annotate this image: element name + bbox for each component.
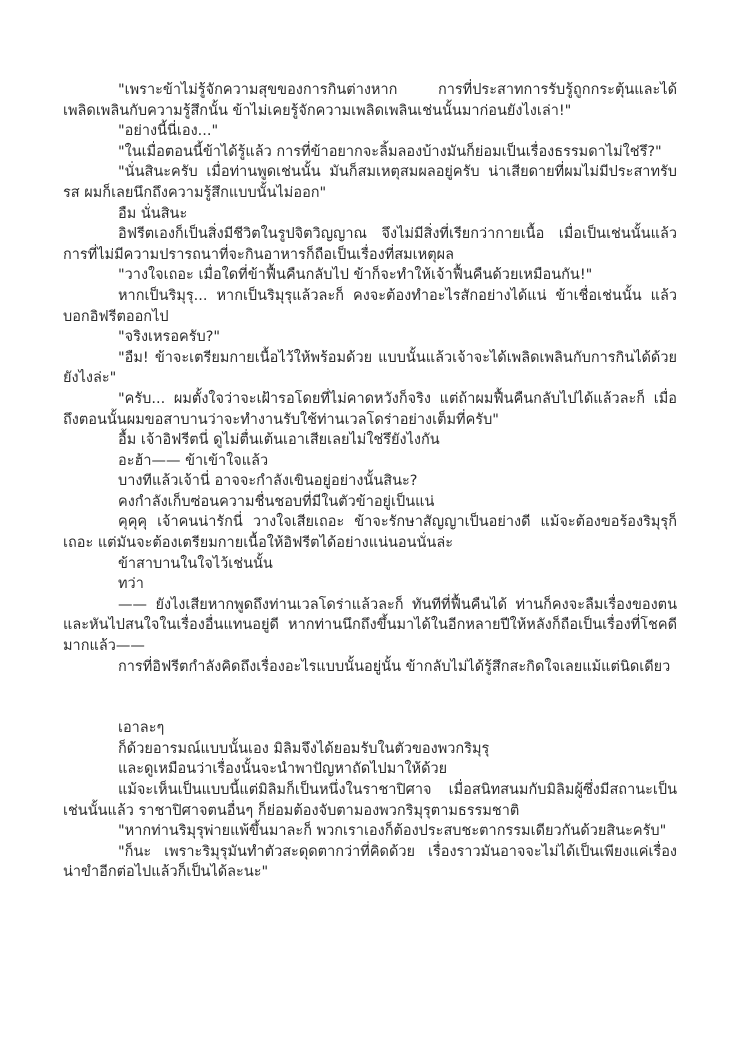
paragraph: อะฮ้า—— ข้าเข้าใจแล้ว [118,452,269,469]
paragraph: "วางใจเถอะ เมื่อใดที่ข้าฟื้นคืนกลับไป ข้าก็จะทำให้เจ้าฟื้นคืนด้วยเหมือนกัน!" [118,267,593,284]
paragraph: คุคุคุ เจ้าคนน่ารักนี่ วางใจเสียเถอะ ข้าจะรักษาสัญญาเป็นอย่างดี แม้จะต้องขอร้องริมุรุก็เถอะ แต่มันจะต้องเตรียมกายเนื้อให้อิฟรีตได้อย่างแน่นอนนั่นล่ะ [63,514,677,552]
paragraph: —— ยังไงเสียหากพูดถึงท่านเวลโดร่าแล้วละก็ ทันทีที่ฟื้นคืนได้ ท่านก็คงจะลืมเรื่องของตนและหันไปสนใจในเรื่องอื่นแทนอยู่ดี หากท่านนึกถึงขึ้นมาได้ในอีกหลายปีให้หลังก็ถือเป็นเรื่องที่โชคดีมากแล้ว—— [63,596,677,655]
paragraph: "เพราะข้าไม่รู้จักความสุขของการกินต่างหาก การที่ประสาทการรับรู้ถูกกระตุ้นและได้เพลิดเพลินกับความรู้สึกนั้น ข้าไม่เคยรู้จักความเพลิดเพลินเช่นนั้นมาก่อนยังไงเล่า!" [63,82,677,119]
paragraph: ก็ด้วยอารมณ์แบบนั้นเอง มิลิมจึงได้ยอมรับในตัวของพวกริมุรุ [118,740,490,757]
paragraph: และดูเหมือนว่าเรื่องนั้นจะนำพาปัญหาถัดไปมาให้ด้วย [118,761,448,778]
text-block [63,80,677,883]
paragraph: "ครับ... ผมตั้งใจว่าจะเฝ้ารอโดยที่ไม่คาดหวังก็จริง แต่ถ้าผมฟื้นคืนกลับไปได้แล้วละก็ เมื่อถึงตอนนั้นผมขอสาบานว่าจะทำงานรับใช้ท่านเวลโดร่าอย่างเต็มที่ครับ" [63,390,677,428]
paragraph: อื้ม เจ้าอิฟรีตนี่ ดูไม่ตื่นเต้นเอาเสียเลยไม่ใช่รึยังไงกัน [118,432,440,449]
paragraph: เอาละๆ [118,720,165,737]
paragraph: คงกำลังเก็บซ่อนความชื่นชอบที่มีในตัวข้าอยู่เป็นแน่ [118,493,435,510]
paragraph: ข้าสาบานในใจไว้เช่นนั้น [118,555,273,572]
paragraph: ทว่า [118,576,144,593]
paragraph: "จริงเหรอครับ?" [118,329,221,346]
paragraph: อิฟรีตเองก็เป็นสิ่งมีชีวิตในรูปจิตวิญญาณ จึงไม่มีสิ่งที่เรียกว่ากายเนื้อ เมื่อเป็นเช่นนั้นแล้ว การที่ไม่มีความปรารถนาที่จะกินอาหารก็ถือเป็นเรื่องที่สมเหตุผล [63,226,677,263]
section-break [63,677,677,718]
paragraph: "อืม! ข้าจะเตรียมกายเนื้อไว้ให้พร้อมด้วย แบบนั้นแล้วเจ้าจะได้เพลิดเพลินกับการกินได้ด้วยยังไงล่ะ" [63,349,677,387]
paragraph: "ในเมื่อตอนนี้ข้าได้รู้แล้ว การที่ข้าอยากจะลิ้มลองบ้างมันก็ย่อมเป็นเรื่องธรรมดาไม่ใช่รึ?" [118,143,662,160]
paragraph: หากเป็นริมุรุ... หากเป็นริมุรุแล้วละก็ คงจะต้องทำอะไรสักอย่างได้แน่ ข้าเชื่อเช่นนั้น แล้วบอกอิฟรีตออกไป [63,287,677,325]
paragraph: บางทีแล้วเจ้านี่ อาจจะกำลังเขินอยู่อย่างนั้นสินะ? [118,473,418,490]
paragraph: "นั่นสินะครับ เมื่อท่านพูดเช่นนั้น มันก็สมเหตุสมผลอยู่ครับ น่าเสียดายที่ผมไม่มีประสาทรับรส ผมก็เลยนึกถึงความรู้สึกแบบนั้นไม่ออก" [63,164,677,201]
paragraph: อืม นั่นสินะ [118,205,188,222]
paragraph: แม้จะเห็นเป็นแบบนี้แต่มิลิมก็เป็นหนึ่งในราชาปิศาจ เมื่อสนิทสนมกับมิลิมผู้ซึ่งมีสถานะเป็นเช่นนั้นแล้ว ราชาปิศาจตนอื่นๆ ก็ย่อมต้องจับตามองพวกริมุรุตามธรรมชาติ [63,782,677,819]
paragraph: "ก็นะ เพราะริมุรุมันทำตัวสะดุดตากว่าที่คิดด้วย เรื่องราวมันอาจจะไม่ได้เป็นเพียงแค่เรื่องน่าขำอีกต่อไปแล้วก็เป็นได้ละนะ" [63,843,677,881]
paragraph: "อย่างนี้นี่เอง..." [118,123,219,140]
paragraph: "หากท่านริมุรุพ่ายแพ้ขึ้นมาละก็ พวกเราเองก็ต้องประสบชะตากรรมเดียวกันด้วยสินะครับ" [118,823,667,840]
paragraph: การที่อิฟรีตกำลังคิดถึงเรื่องอะไรแบบนั้นอยู่นั้น ข้ากลับไม่ได้รู้สึกสะกิดใจเลยแม้แต่นิดเดียว [118,658,671,675]
